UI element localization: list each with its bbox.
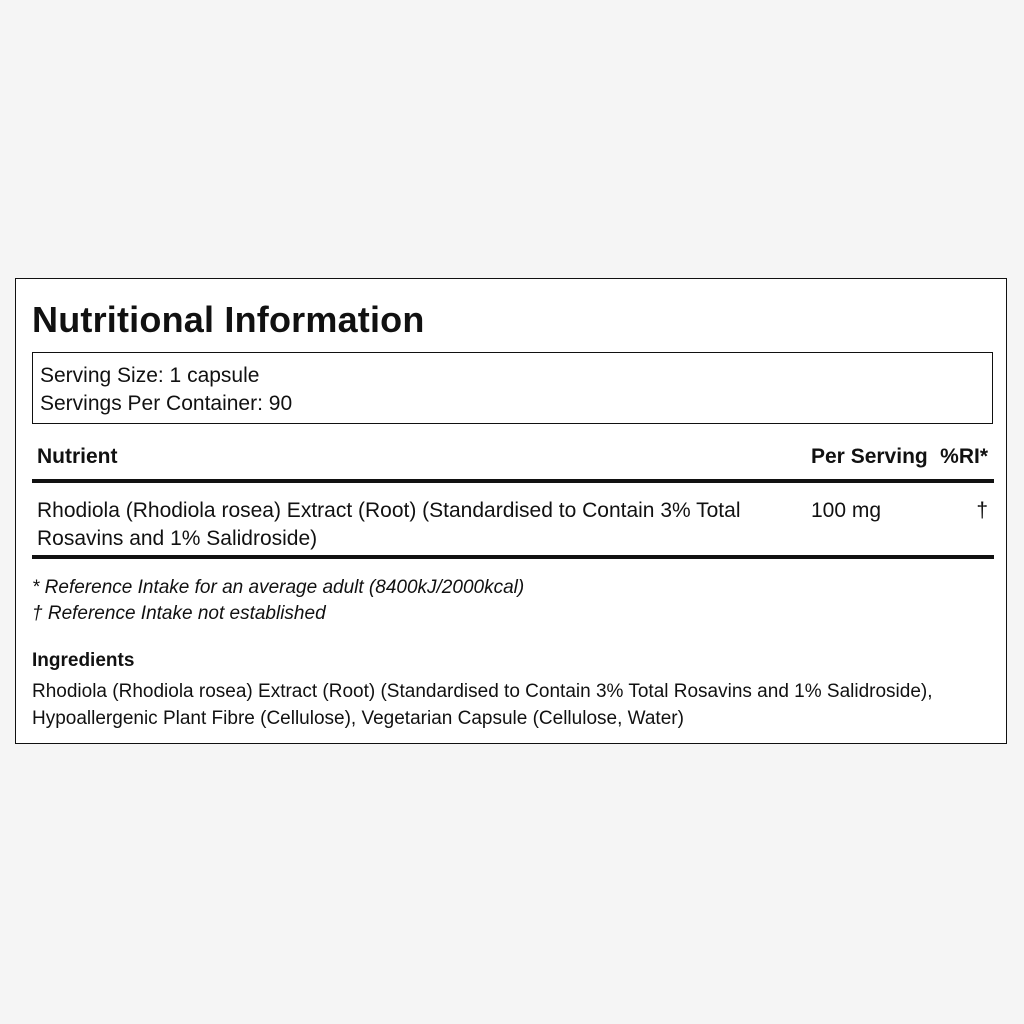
row-nutrient-name: Rhodiola (Rhodiola rosea) Extract (Root) (Standardised to Contain 3% Total Rosavins and 1% Salidroside) (37, 499, 741, 550)
nutrient-table (32, 439, 994, 559)
serving-size: Serving Size: 1 capsule (40, 364, 260, 387)
row-ri: † (976, 499, 988, 522)
footnotes (32, 575, 524, 627)
table-header-row (32, 439, 994, 483)
footnote-not-established: † Reference Intake not established (32, 603, 326, 624)
serving-info-box (32, 352, 993, 424)
footnote-reference-intake: * Reference Intake for an average adult (8400kJ/2000kcal) (32, 577, 525, 598)
ingredients-heading: Ingredients (32, 650, 135, 671)
row-per-serving: 100 mg (811, 499, 882, 522)
header-ri: %RI* (940, 445, 988, 468)
servings-per-container: Servings Per Container: 90 (40, 392, 293, 415)
table-row (32, 483, 994, 559)
label-title: Nutritional Information (32, 299, 425, 340)
nutrition-label-panel (15, 278, 1007, 744)
ingredients-text: Rhodiola (Rhodiola rosea) Extract (Root) (Standardised to Contain 3% Total Rosavins and 1% Salidroside), Hypoallergenic Plant Fibre (Cellulose), Vegetarian Capsule (Cellulose, Water) (32, 681, 933, 729)
header-per-serving: Per Serving (811, 445, 928, 468)
header-nutrient: Nutrient (37, 445, 118, 468)
